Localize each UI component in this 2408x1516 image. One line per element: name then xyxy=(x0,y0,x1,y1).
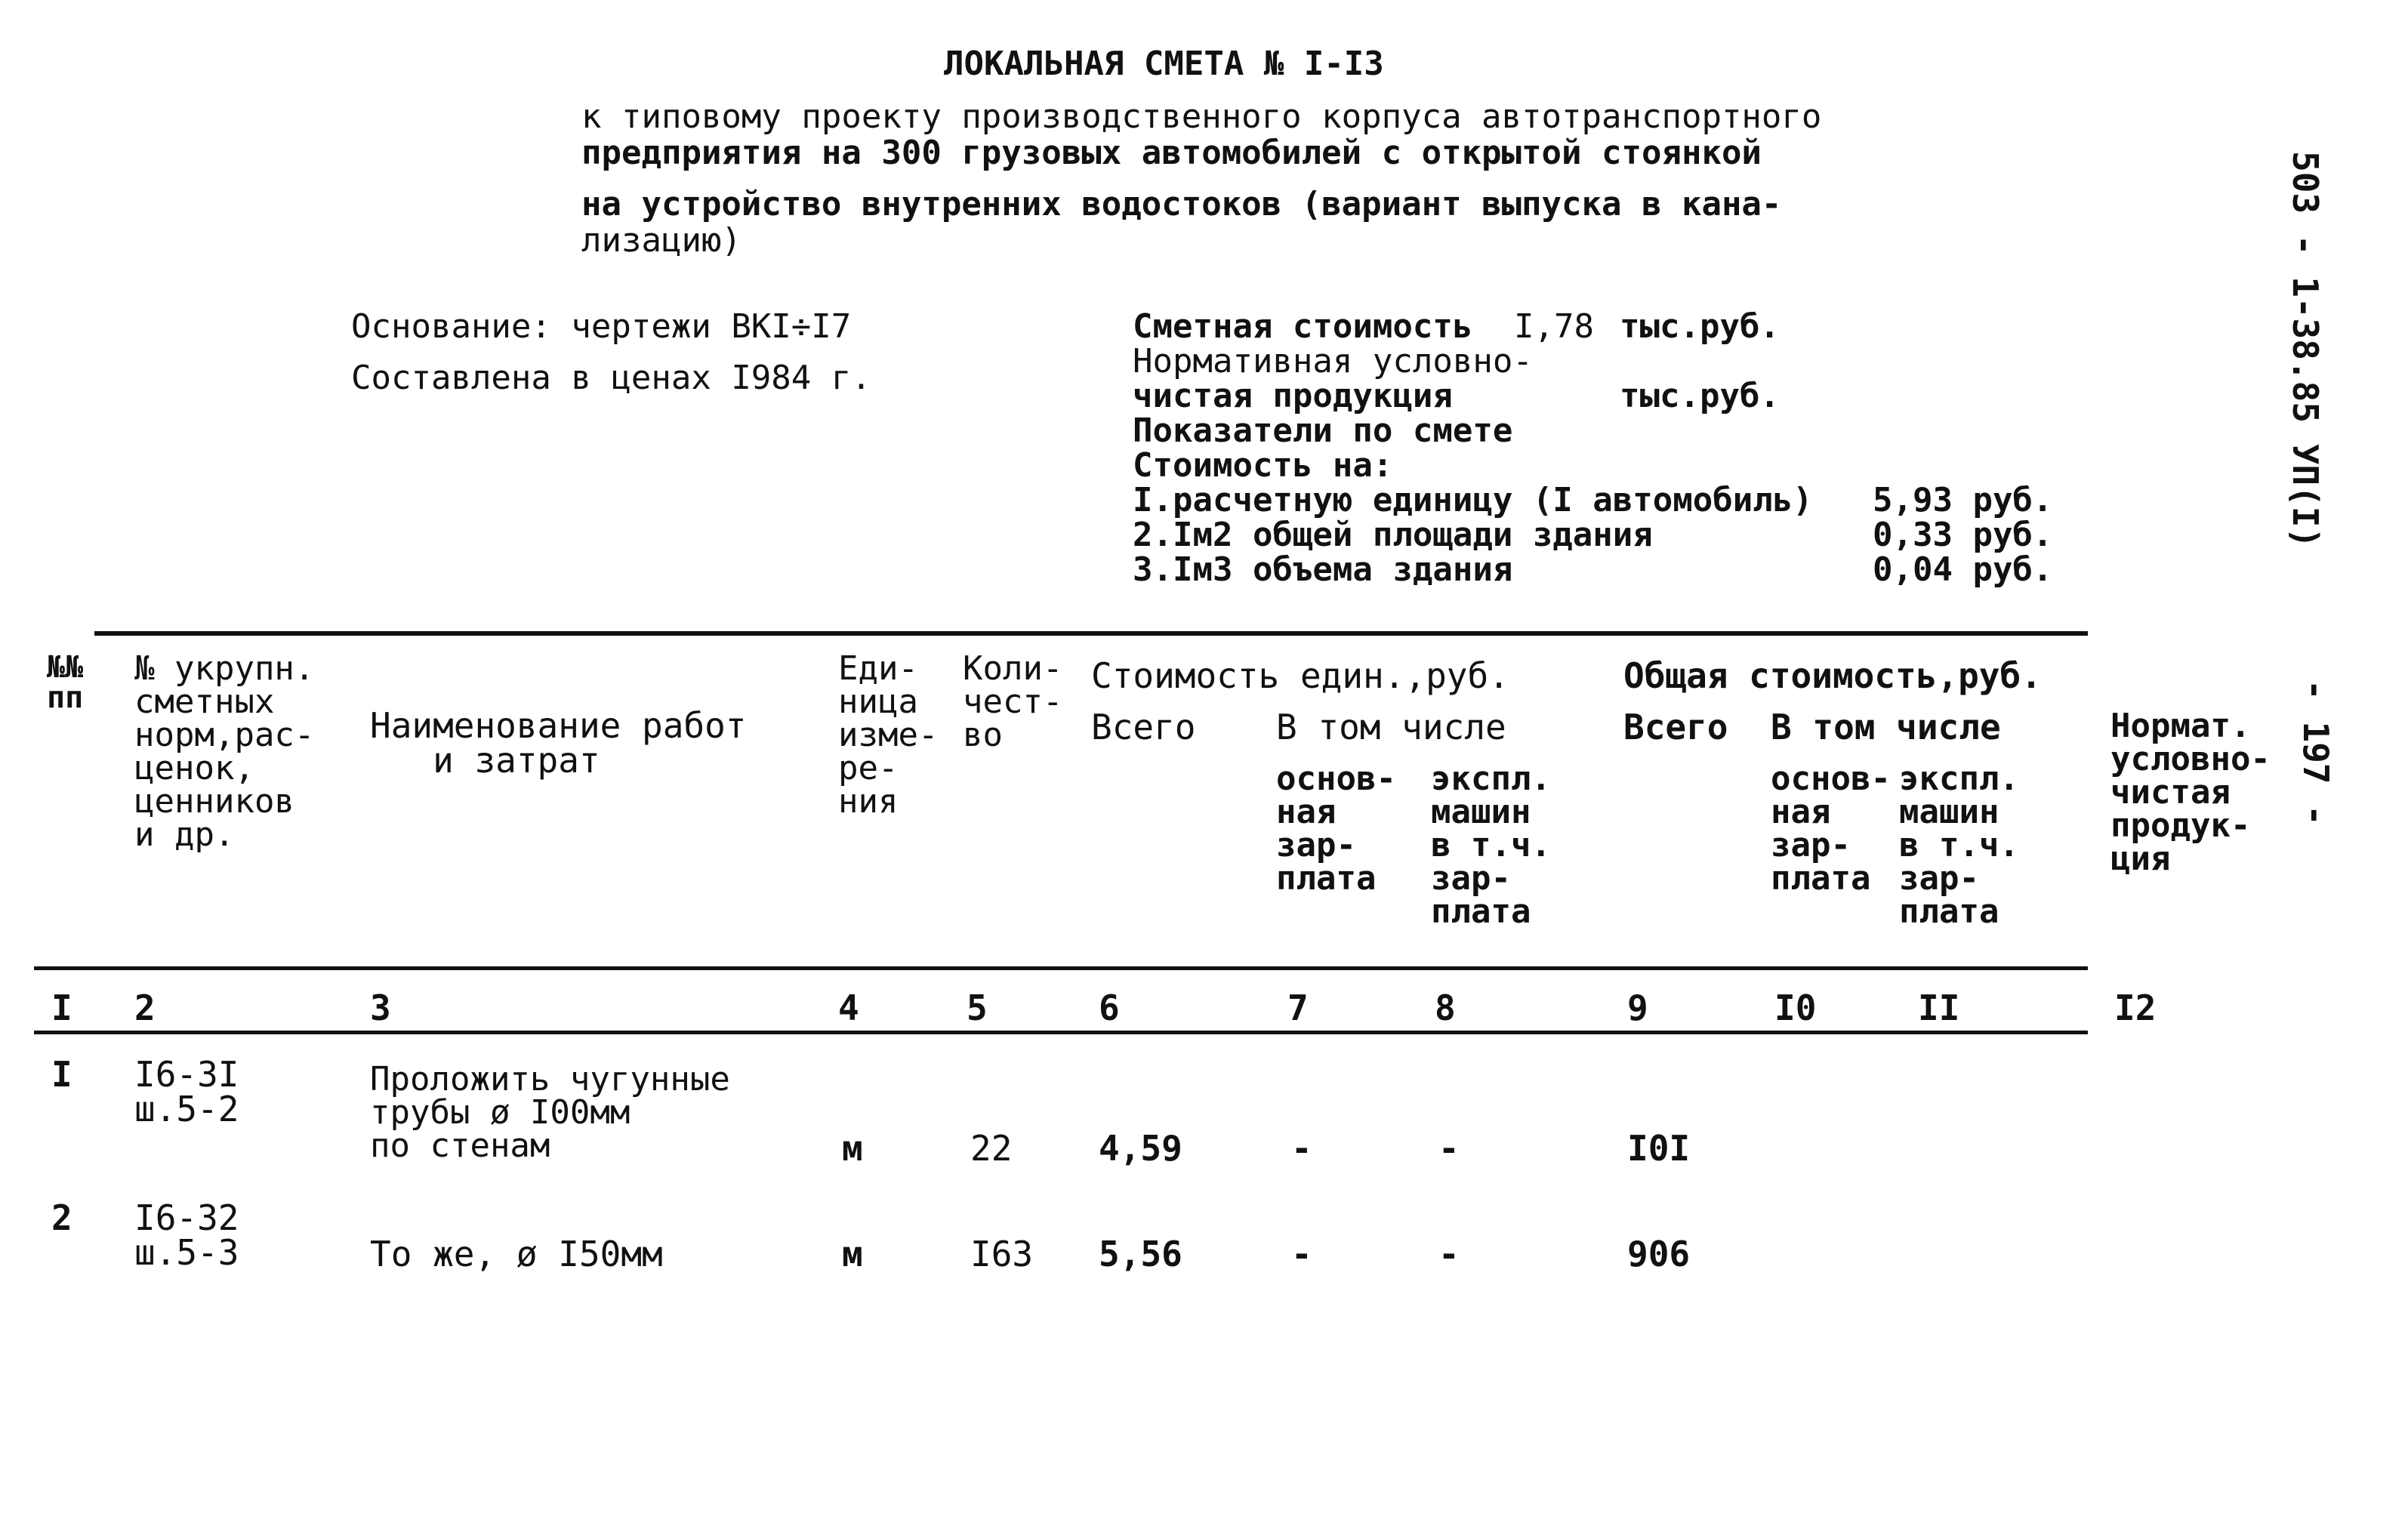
norm-unit: тыс.руб. xyxy=(1620,377,1780,415)
header-qty: Коли- чест- во xyxy=(963,649,1063,754)
colnum-7: 7 xyxy=(1287,988,1309,1028)
header-total-expl: экспл. машин в т.ч. зар- плата xyxy=(1899,760,2019,931)
row1-total: I0I xyxy=(1627,1128,1691,1169)
header-unit-expl: экспл. машин в т.ч. зар- плата xyxy=(1431,760,1551,931)
header-total-base: основ- ная зар- плата xyxy=(1771,760,1891,898)
row1-unit: м xyxy=(842,1128,863,1169)
colnum-4: 4 xyxy=(838,988,859,1028)
row2-total: 906 xyxy=(1627,1234,1691,1274)
row1-num: I xyxy=(51,1054,72,1095)
header-unit: Еди- ница изме- ре- ния xyxy=(838,649,939,821)
page-number: - 197 - xyxy=(2295,679,2336,826)
header-total-incl: В том числе xyxy=(1771,707,2001,747)
document-title: ЛОКАЛЬНАЯ СМЕТА № I-I3 xyxy=(944,45,1384,83)
header-num: №№ пп xyxy=(47,650,84,715)
table-header-rule xyxy=(34,966,2088,970)
indicator-2-label: 2.Iм2 общей площади здания xyxy=(1133,516,1653,554)
indicators-label: Показатели по смете xyxy=(1133,411,1513,450)
basis-drawings: Основание: чертежи ВКI÷I7 xyxy=(351,307,852,346)
cost-value: I,78 xyxy=(1514,307,1594,346)
indicator-1-value: 5,93 руб. xyxy=(1873,481,2053,519)
colnum-2: 2 xyxy=(134,988,156,1028)
subtitle-line-4: лизацию) xyxy=(581,221,742,260)
colnum-10: I0 xyxy=(1774,988,1817,1028)
header-unit-cost: Стоимость един.,руб. xyxy=(1091,655,1509,696)
header-unit-base: основ- ная зар- плата xyxy=(1276,760,1396,898)
table-colnum-rule xyxy=(34,1031,2088,1034)
row1-unit-base: - xyxy=(1291,1128,1312,1169)
colnum-1: I xyxy=(51,988,72,1028)
cost-label: Сметная стоимость xyxy=(1133,307,1473,346)
cost-unit: тыс.руб. xyxy=(1620,307,1780,346)
document-code: 503 - 1-38.85 УП(I) xyxy=(2285,151,2326,549)
row2-unit-total: 5,56 xyxy=(1099,1234,1182,1274)
header-total-all: Всего xyxy=(1623,707,1728,747)
subtitle-line-3: на устройство внутренних водостоков (вариант выпуска в кана- xyxy=(581,185,1782,223)
row1-qty: 22 xyxy=(970,1128,1013,1169)
header-total-cost: Общая стоимость,руб. xyxy=(1623,655,2042,696)
row1-unit-expl: - xyxy=(1438,1128,1460,1169)
row1-name: Проложить чугунные трубы ø I00мм по стенам xyxy=(370,1060,730,1165)
header-unit-all: Всего xyxy=(1091,707,1196,747)
colnum-11: II xyxy=(1918,988,1960,1028)
norm-label-2: чистая продукция xyxy=(1133,377,1453,415)
colnum-12: I2 xyxy=(2114,988,2157,1028)
indicator-1-label: I.расчетную единицу (I автомобиль) xyxy=(1133,481,1813,519)
norm-label-1: Нормативная условно- xyxy=(1133,342,1533,381)
colnum-3: 3 xyxy=(370,988,391,1028)
row2-unit-expl: - xyxy=(1438,1234,1460,1274)
row2-num: 2 xyxy=(51,1197,72,1238)
indicator-3-label: 3.Iм3 объема здания xyxy=(1133,550,1513,589)
table-top-rule xyxy=(94,631,2088,636)
colnum-5: 5 xyxy=(967,988,988,1028)
header-unit-incl: В том числе xyxy=(1276,707,1506,747)
row1-unit-total: 4,59 xyxy=(1099,1128,1182,1169)
indicator-3-value: 0,04 руб. xyxy=(1873,550,2053,589)
subtitle-line-1: к типовому проекту производственного корпуса автотранспортного xyxy=(581,97,1822,136)
cost-per-label: Стоимость на: xyxy=(1133,446,1393,485)
header-norm: № укрупн. сметных норм,рас- ценок, ценников и др. xyxy=(134,649,315,854)
colnum-9: 9 xyxy=(1627,988,1648,1028)
header-norm-prod: Нормат. условно- чистая продук- ция xyxy=(2110,707,2271,878)
row1-norm: I6-3I ш.5-2 xyxy=(134,1054,239,1129)
subtitle-line-2: предприятия на 300 грузовых автомобилей с открытой стоянкой xyxy=(581,134,1762,172)
row2-unit-base: - xyxy=(1291,1234,1312,1274)
row2-norm: I6-32 ш.5-3 xyxy=(134,1197,239,1273)
indicator-2-value: 0,33 руб. xyxy=(1873,516,2053,554)
row2-qty: I63 xyxy=(970,1234,1034,1274)
row2-name: То же, ø I50мм xyxy=(370,1234,663,1274)
basis-prices: Составлена в ценах I984 г. xyxy=(351,359,871,397)
header-name: Наименование работ и затрат xyxy=(370,705,747,781)
colnum-6: 6 xyxy=(1099,988,1120,1028)
colnum-8: 8 xyxy=(1435,988,1456,1028)
row2-unit: м xyxy=(842,1234,863,1274)
